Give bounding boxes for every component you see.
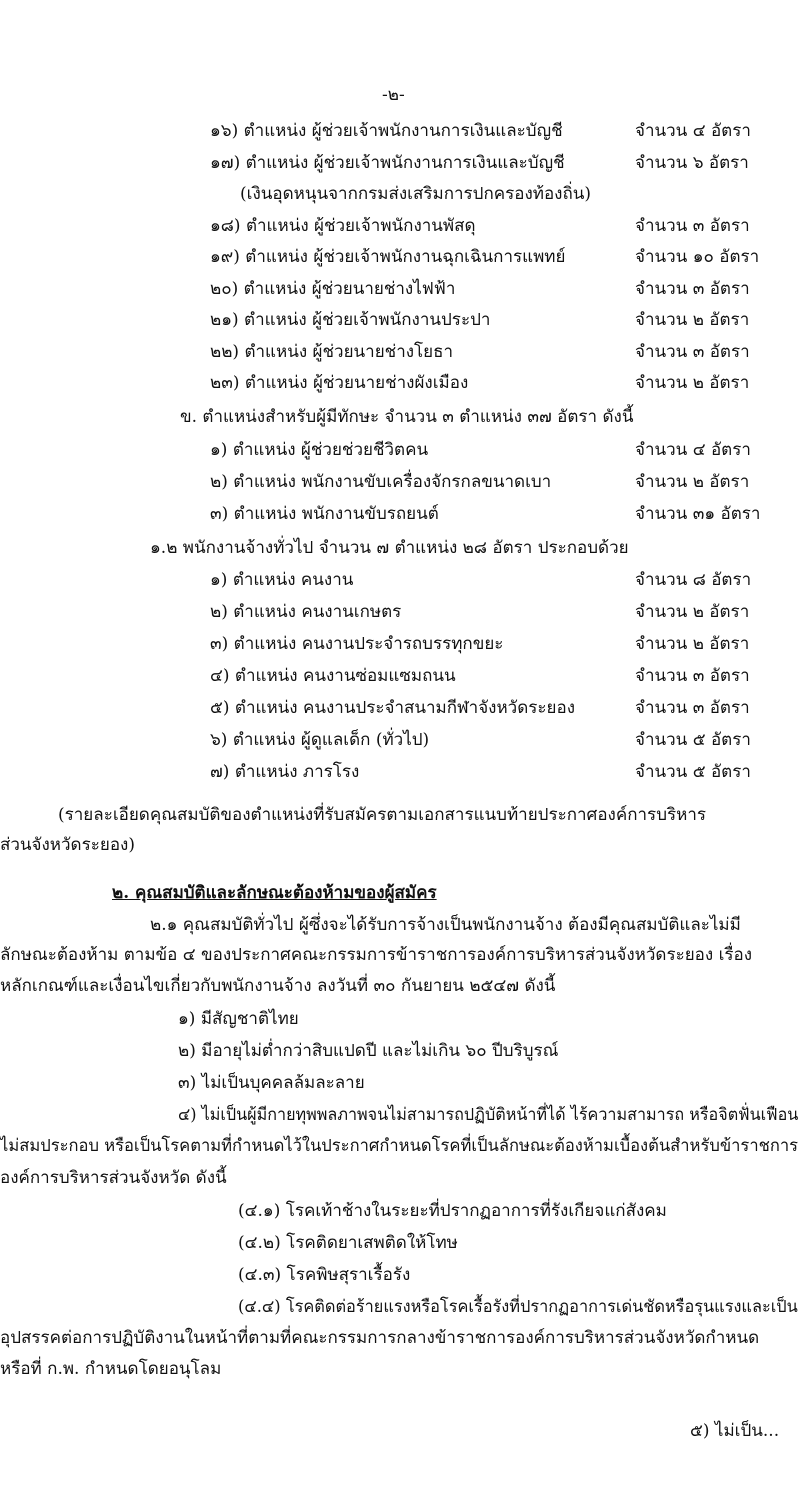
position-label: ๖) ตำแหน่ง ผู้ดูแลเด็ก (ทั่วไป): [210, 730, 430, 750]
disease-4-2: (๔.๒) โรคติดยาเสพติดให้โทษ: [238, 1233, 458, 1253]
disease-4-4-line-1: (๔.๔) โรคติดต่อร้ายแรงหรือโรคเรื้อรังที่ปรากฏอาการเด่นชัดหรือรุนแรงและเป็น: [238, 1297, 798, 1317]
note-line-1: (รายละเอียดคุณสมบัติของตำแหน่งที่รับสมัครตามเอกสารแนบท้ายประกาศองค์การบริหาร: [58, 805, 706, 825]
position-label: ๑) ตำแหน่ง คนงาน: [210, 570, 354, 590]
position-count: จำนวน ๓ อัตรา: [635, 215, 750, 236]
position-count: จำนวน ๕ อัตรา: [635, 762, 751, 782]
position-label: ๑๖) ตำแหน่ง ผู้ช่วยเจ้าพนักงานการเงินและบัญชี: [210, 121, 563, 141]
position-label: ๑๗) ตำแหน่ง ผู้ช่วยเจ้าพนักงานการเงินและบัญชี: [210, 152, 565, 173]
s21-line-2: ลักษณะต้องห้าม ตามข้อ ๔ ของประกาศคณะกรรมการข้าราชการองค์การบริหารส่วนจังหวัดระยอง เรื่อง: [0, 945, 753, 965]
position-label: ๕) ตำแหน่ง คนงานประจำสนามกีฬาจังหวัดระยอง: [210, 698, 575, 718]
position-count: จำนวน ๒ อัตรา: [635, 373, 750, 393]
position-label: ๑) ตำแหน่ง ผู้ช่วยช่วยชีวิตคน: [210, 440, 429, 460]
position-label: ๒๓) ตำแหน่ง ผู้ช่วยนายช่างผังเมือง: [210, 373, 469, 393]
position-count: จำนวน ๓ อัตรา: [635, 666, 750, 686]
position-count: จำนวน ๘ อัตรา: [635, 570, 752, 590]
position-count: จำนวน ๓ อัตรา: [635, 341, 750, 362]
position-label: ๒๑) ตำแหน่ง ผู้ช่วยเจ้าพนักงานประปา: [210, 310, 491, 330]
position-count: จำนวน ๓ อัตรา: [635, 698, 750, 718]
position-label: ๑๙) ตำแหน่ง ผู้ช่วยเจ้าพนักงานฉุกเฉินการแพทย์: [210, 247, 566, 267]
position-count: จำนวน ๒ อัตรา: [635, 602, 750, 622]
page-number: -๒-: [382, 85, 405, 105]
qualification-3: ๓) ไม่เป็นบุคคลล้มละลาย: [178, 1073, 365, 1093]
disease-4-4-line-3: หรือที่ ก.พ. กำหนดโดยอนุโลม: [0, 1359, 222, 1379]
position-label: ๔) ตำแหน่ง คนงานซ่อมแซมถนน: [210, 666, 456, 686]
position-label: ๒) ตำแหน่ง คนงานเกษตร: [210, 602, 402, 622]
position-count: จำนวน ๖ อัตรา: [635, 152, 749, 173]
continuation-marker: ๕) ไม่เป็น...: [690, 1421, 780, 1441]
s21-line-1: ๒.๑ คุณสมบัติทั่วไป ผู้ซึ่งจะได้รับการจ้างเป็นพนักงานจ้าง ต้องมีคุณสมบัติและไม่มี: [150, 915, 741, 935]
qualification-2: ๒) มีอายุไม่ต่ำกว่าสิบแปดปี และไม่เกิน ๖๐ ปีบริบูรณ์: [178, 1041, 559, 1061]
position-count: จำนวน ๒ อัตรา: [635, 472, 750, 492]
position-count: จำนวน ๕ อัตรา: [635, 730, 751, 750]
disease-4-3: (๔.๓) โรคพิษสุราเรื้อรัง: [238, 1265, 411, 1285]
position-label: (เงินอุดหนุนจากกรมส่งเสริมการปกครองท้องถิ่น): [240, 184, 592, 204]
position-count: จำนวน ๓ อัตรา: [635, 278, 750, 299]
qualification-4-line-1: ๔) ไม่เป็นผู้มีกายทุพพลภาพจนไม่สามารถปฏิบัติหน้าที่ได้ ไร้ความสามารถ หรือจิตฟั่นเฟือน: [178, 1105, 799, 1125]
position-label: ๓) ตำแหน่ง คนงานประจำรถบรรทุกขยะ: [210, 634, 504, 654]
position-label: ๑๘) ตำแหน่ง ผู้ช่วยเจ้าพนักงานพัสดุ: [210, 215, 476, 236]
position-label: ๓) ตำแหน่ง พนักงานขับรถยนต์: [210, 504, 439, 524]
position-count: จำนวน ๒ อัตรา: [635, 310, 750, 330]
disease-4-4-line-2: อุปสรรคต่อการปฏิบัติงานในหน้าที่ตามที่คณะกรรมการกลางข้าราชการองค์การบริหารส่วนจังหวัดกำหนด: [0, 1328, 760, 1348]
position-label: ๒) ตำแหน่ง พนักงานขับเครื่องจักรกลขนาดเบา: [210, 472, 552, 492]
qualification-4-line-2: ไม่สมประกอบ หรือเป็นโรคตามที่กำหนดไว้ในประกาศกำหนดโรคที่เป็นลักษณะต้องห้ามเบื้องต้นสำหรับข้าราชการ: [0, 1136, 799, 1156]
note-line-2: ส่วนจังหวัดระยอง): [0, 835, 135, 855]
qualification-1: ๑) มีสัญชาติไทย: [178, 1009, 299, 1029]
position-count: จำนวน ๔ อัตรา: [635, 121, 751, 141]
disease-4-1: (๔.๑) โรคเท้าช้างในระยะที่ปรากฏอาการที่รังเกียจแก่สังคม: [238, 1201, 667, 1221]
section-1-2-heading: ๑.๒ พนักงานจ้างทั่วไป จำนวน ๗ ตำแหน่ง ๒๘ อัตรา ประกอบด้วย: [150, 538, 629, 558]
qualification-4-line-3: องค์การบริหารส่วนจังหวัด ดังนี้: [0, 1168, 227, 1188]
position-count: จำนวน ๔ อัตรา: [635, 440, 751, 460]
position-label: ๗) ตำแหน่ง ภารโรง: [210, 762, 360, 782]
position-count: จำนวน ๓๑ อัตรา: [635, 504, 761, 524]
position-count: จำนวน ๒ อัตรา: [635, 634, 750, 654]
position-label: ๒๒) ตำแหน่ง ผู้ช่วยนายช่างโยธา: [210, 341, 454, 362]
position-count: จำนวน ๑๐ อัตรา: [635, 247, 760, 267]
section-2-heading: ๒. คุณสมบัติและลักษณะต้องห้ามของผู้สมัคร: [112, 883, 437, 903]
s21-line-3: หลักเกณฑ์และเงื่อนไขเกี่ยวกับพนักงานจ้าง ลงวันที่ ๓๐ กันยายน ๒๕๔๗ ดังนี้: [0, 976, 556, 996]
position-label: ๒๐) ตำแหน่ง ผู้ช่วยนายช่างไฟฟ้า: [210, 278, 456, 299]
section-b-heading: ข. ตำแหน่งสำหรับผู้มีทักษะ จำนวน ๓ ตำแหน่ง ๓๗ อัตรา ดังนี้: [180, 407, 634, 427]
